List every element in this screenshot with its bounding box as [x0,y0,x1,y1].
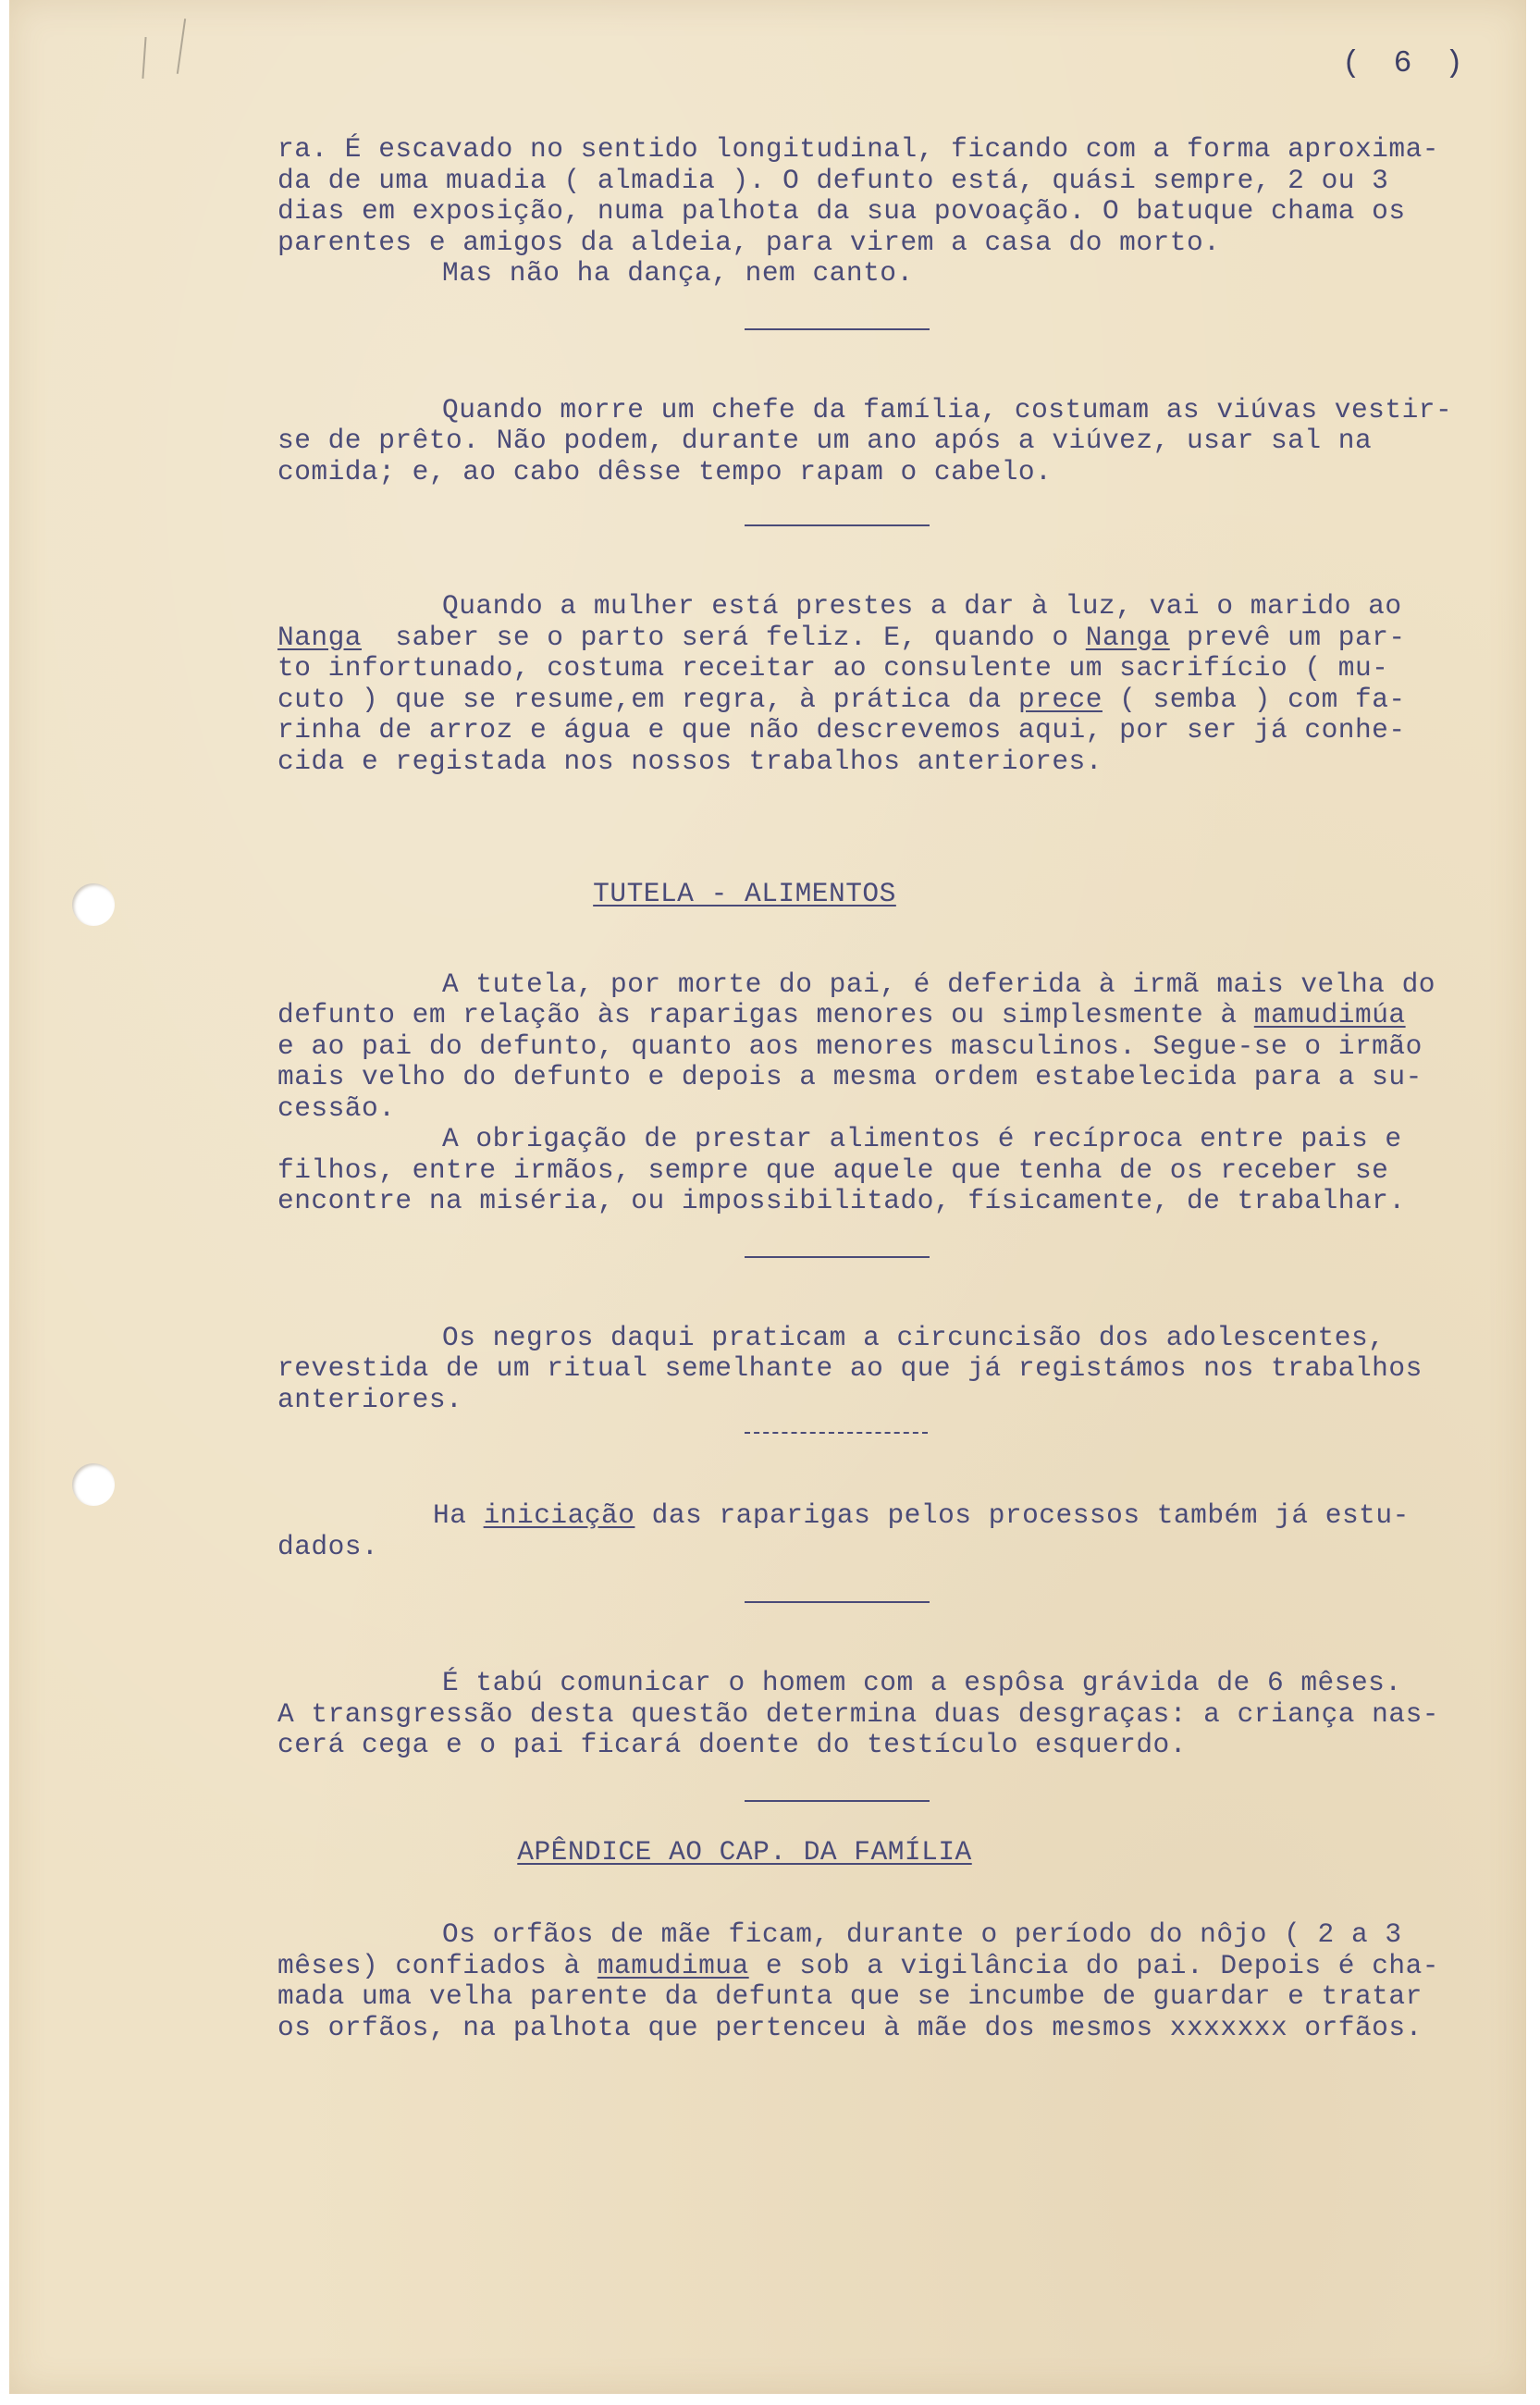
document-body [277,134,1522,2043]
text-line: rinha de arroz e água e que não descrevemos aqui, por ser já conhe- [277,714,1406,746]
text-line: anteriores. [277,1383,463,1415]
text-line: Os negros daqui praticam a circuncisão dos adolescentes, [442,1321,1386,1353]
text-line: dados. [277,1530,379,1562]
text-line: revestida de um ritual semelhante ao que já registámos nos trabalhos [277,1352,1423,1384]
text-line: ra. É escavado no sentido longitudinal, ficando com a forma aproxima- [277,133,1439,165]
text-line: Os orfãos de mãe ficam, durante o período do nôjo ( 2 a 3 [442,1918,1402,1950]
text-line: Nanga saber se o parto será feliz. E, quando o Nanga prevê um par- [277,621,1406,653]
text-line: A transgressão desta questão determina duas desgraças: a criança nas- [277,1697,1439,1730]
paragraph-orphans [277,1919,1522,2043]
underlined-term: mamudimúa [1253,999,1406,1030]
paragraph-taboo [277,1668,1522,1761]
page-number: ( 6 ) [1341,46,1471,80]
text-line: da de uma muadia ( almadia ). O defunto está, quási sempre, 2 ou 3 [277,164,1389,196]
paragraph-guardianship [277,969,1522,1217]
pencil-mark [177,18,186,74]
paragraph-burial [277,134,1522,290]
paragraph-childbirth [277,591,1522,777]
text-line: e ao pai do defunto, quanto aos menores masculinos. Segue-se o irmão [277,1030,1423,1062]
section-heading-tutela: TUTELA - ALIMENTOS [593,878,896,909]
paragraph-widows [277,395,1522,488]
text-line: É tabú comunicar o homem com a espôsa grávida de 6 mêses. [442,1667,1402,1698]
text-line: cuto ) que se resume,em regra, à prática da prece ( semba ) com fa- [277,683,1406,715]
text-line: Quando a mulher está prestes a dar à luz, vai o marido ao [442,590,1402,622]
text-line: mada uma velha parente da defunta que se incumbe de guardar e tratar [277,1980,1423,2012]
punch-hole [72,883,115,926]
text-line: os orfãos, na palhota que pertenceu à mãe dos mesmos xxxxxxx orfãos. [277,2011,1423,2043]
typewritten-page [9,0,1526,2394]
section-heading-apendice: APÊNDICE AO CAP. DA FAMÍLIA [517,1835,972,1868]
text-line: dias em exposição, numa palhota da sua povoação. O batuque chama os [277,195,1406,227]
text-line: Quando morre um chefe da família, costumam as viúvas vestir- [442,393,1453,426]
text-line: se de prêto. Não podem, durante um ano após a viúvez, usar sal na [277,425,1373,456]
text-line: A obrigação de prestar alimentos é recíproca entre pais e [442,1123,1402,1154]
text-line: encontre na miséria, ou impossibilitado, físicamente, de trabalhar. [277,1185,1406,1216]
paragraph-circumcision [277,1323,1522,1416]
text-line: cerá cega e o pai ficará doente do testículo esquerdo. [277,1729,1187,1760]
underlined-term: Nanga [277,621,363,653]
text-line: cessão. [277,1092,396,1124]
text-line: defunto em relação às raparigas menores ou simplesmente à mamudimúa [277,999,1406,1030]
text-line: to infortunado, costuma receitar ao consulente um sacrifício ( mu- [277,652,1389,684]
underlined-term: prece [1017,683,1103,715]
punch-hole [72,1463,115,1506]
text-line: mais velho do defunto e depois a mesma ordem estabelecida para a su- [277,1061,1423,1092]
text-line: parentes e amigos da aldeia, para virem a casa do morto. [277,226,1221,258]
text-line: Mas não ha dança, nem canto. [442,257,914,289]
text-line: Ha iniciação das raparigas pelos processos também já estu- [433,1499,1410,1531]
pencil-mark [142,37,146,79]
text-line: comida; e, ao cabo dêsse tempo rapam o cabelo. [277,455,1053,487]
underlined-term: Nanga [1085,621,1170,653]
text-line: A tutela, por morte do pai, é deferida à irmã mais velha do [442,968,1435,1000]
text-line: mêses) confiados à mamudimua e sob a vigilância do pai. Depois é cha- [277,1949,1440,1981]
underlined-term: mamudimua [597,1949,749,1981]
paragraph-initiation [277,1500,1522,1562]
text-line: cida e registada nos nossos trabalhos anteriores. [277,745,1103,777]
underlined-term: iniciação [483,1499,635,1531]
text-line: filhos, entre irmãos, sempre que aquele que tenha de os receber se [277,1153,1389,1186]
